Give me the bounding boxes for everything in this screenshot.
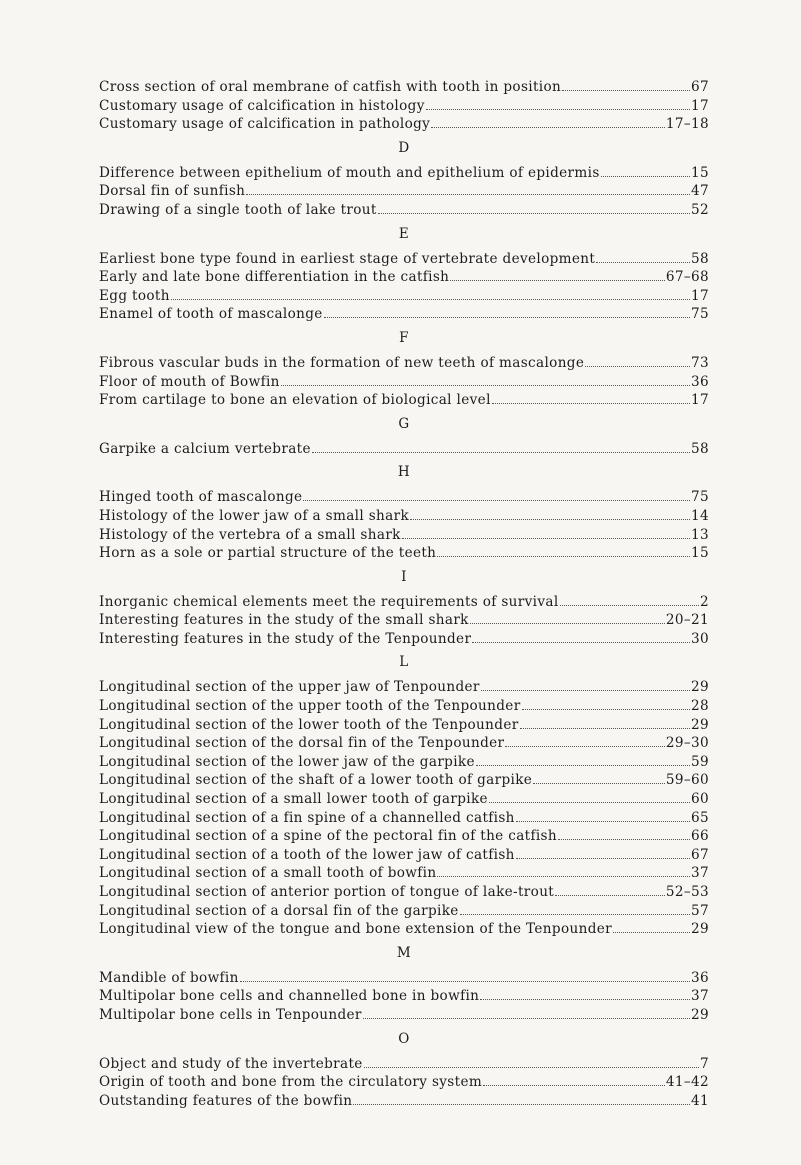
entry-page: 73 (691, 354, 709, 371)
entry-page: 67 (691, 79, 709, 95)
index-entry (99, 164, 709, 183)
entry-page: 41 (691, 1092, 709, 1109)
entry-page: 17 (691, 392, 709, 409)
entry-title: Enamel of tooth of mascalonge (99, 306, 323, 323)
entry-title: Mandible of bowfin (99, 969, 239, 986)
section-letter: E (398, 225, 410, 242)
index-section (99, 568, 709, 649)
entry-page: 59 (691, 753, 709, 770)
dot-leader (613, 932, 690, 933)
dot-leader (437, 876, 690, 877)
index-entry (99, 678, 709, 697)
entry-title: Difference between epithelium of mouth and epithelium of epidermis (99, 164, 600, 181)
dot-leader (460, 914, 690, 915)
entry-title: Longitudinal section of a small lower tooth of garpike (99, 791, 488, 808)
index-entry (99, 1092, 709, 1111)
index-entry (99, 1055, 709, 1074)
entry-page: 29 (691, 679, 709, 696)
dot-leader (505, 746, 664, 747)
index-entry (99, 630, 709, 649)
index-entry (99, 790, 709, 809)
entry-page: 7 (700, 1055, 709, 1072)
index-entry (99, 593, 709, 612)
entry-title: Histology of the lower jaw of a small shark (99, 507, 410, 524)
index-entry (99, 1073, 709, 1092)
entry-title: Dorsal fin of sunfish (99, 183, 246, 200)
index-entry (99, 809, 709, 828)
entry-title: Interesting features in the study of the Tenpounder (99, 630, 472, 647)
dot-leader (410, 519, 690, 520)
entry-page: 15 (691, 545, 709, 562)
entry-page: 29 (691, 1006, 709, 1023)
index-entry (99, 902, 709, 921)
index-entry (99, 864, 709, 883)
index-entry (99, 78, 709, 97)
entry-page: 30 (691, 630, 709, 647)
entry-title: Longitudinal section of a dorsal fin of the garpike (99, 902, 459, 919)
dot-leader (489, 802, 690, 803)
entry-title: Drawing of a single tooth of lake trout (99, 201, 377, 218)
entry-title: From cartilage to bone an elevation of biological level (99, 392, 491, 409)
dot-leader (402, 538, 690, 539)
index-entry (99, 987, 709, 1006)
entry-title: Longitudinal section of a tooth of the lower jaw of catfish (99, 846, 515, 863)
entry-page: 28 (691, 698, 709, 715)
index-entry (99, 920, 709, 939)
index-section (99, 463, 709, 562)
entry-title: Multipolar bone cells and channelled bone in bowfin (99, 988, 480, 1005)
entry-page: 37 (691, 988, 709, 1005)
entry-page: 36 (691, 373, 709, 390)
entry-page: 29–30 (665, 735, 709, 752)
dot-leader (516, 858, 690, 859)
entry-title: Histology of the vertebra of a small shark (99, 526, 401, 543)
index-entry (99, 697, 709, 716)
section-letter: L (399, 654, 409, 671)
dot-leader (555, 895, 665, 896)
index-entry (99, 201, 709, 220)
entry-title: Outstanding features of the bowfin (99, 1092, 353, 1109)
entry-title: Cross section of oral membrane of catfish with tooth in position (99, 79, 562, 95)
dot-leader (560, 605, 699, 606)
index-entry (99, 716, 709, 735)
dot-leader (516, 821, 690, 822)
dot-leader (562, 90, 690, 91)
section-letter: M (396, 944, 412, 961)
index-entry (99, 883, 709, 902)
entry-page: 65 (691, 809, 709, 826)
index-entry (99, 753, 709, 772)
index-section (99, 415, 709, 459)
dot-leader (426, 109, 690, 110)
entry-title: Longitudinal section of a fin spine of a channelled catfish (99, 809, 515, 826)
section-letter: O (398, 1030, 410, 1047)
dot-leader (364, 1067, 699, 1068)
dot-leader (601, 176, 690, 177)
dot-leader (240, 981, 690, 982)
entry-page: 67 (691, 846, 709, 863)
dot-leader (303, 500, 690, 501)
index-entry (99, 287, 709, 306)
entry-page: 36 (691, 969, 709, 986)
entry-page: 2 (700, 593, 709, 610)
entry-page: 17 (691, 287, 709, 304)
index-entry (99, 846, 709, 865)
index-section (99, 653, 709, 938)
dot-leader (558, 839, 690, 840)
entry-title: Longitudinal section of a spine of the pectoral fin of the catfish (99, 828, 557, 845)
entry-page: 58 (691, 250, 709, 267)
entry-page: 29 (691, 716, 709, 733)
entry-title: Inorganic chemical elements meet the requirements of survival (99, 593, 559, 610)
entry-title: Longitudinal section of the upper tooth of the Tenpounder (99, 698, 521, 715)
index-entry (99, 305, 709, 324)
index-entry (99, 969, 709, 988)
dot-leader (483, 1085, 665, 1086)
entry-page: 60 (691, 791, 709, 808)
index-entry (99, 544, 709, 563)
entry-title: Longitudinal section of the dorsal fin of the Tenpounder (99, 735, 505, 752)
dot-leader (378, 213, 690, 214)
entry-page: 66 (691, 828, 709, 845)
entry-title: Floor of mouth of Bowfin (99, 373, 280, 390)
index-section (99, 329, 709, 410)
index-section (99, 1030, 709, 1111)
section-letter: D (398, 139, 410, 156)
dot-leader (520, 728, 690, 729)
entry-page: 75 (691, 306, 709, 323)
entry-page: 37 (691, 865, 709, 882)
dot-leader (472, 642, 690, 643)
dot-leader (324, 317, 690, 318)
entry-title: Longitudinal section of anterior portion of tongue of lake-trout (99, 884, 555, 900)
entry-page: 58 (691, 440, 709, 457)
entry-page: 14 (691, 507, 709, 524)
index-entry (99, 611, 709, 630)
index-entry (99, 734, 709, 753)
dot-leader (437, 556, 690, 557)
index-entry (99, 373, 709, 392)
entry-title: Origin of tooth and bone from the circulatory system (99, 1074, 483, 1091)
dot-leader (246, 194, 690, 195)
entry-page: 52 (691, 201, 709, 218)
index-entry (99, 1006, 709, 1025)
index-entry (99, 268, 709, 287)
entry-page: 57 (691, 902, 709, 919)
entry-title: Object and study of the invertebrate (99, 1055, 363, 1072)
section-letter: I (401, 568, 407, 585)
dot-leader (353, 1104, 690, 1105)
entry-title: Garpike a calcium vertebrate (99, 440, 311, 457)
index-entry (99, 771, 709, 790)
dot-leader (312, 452, 690, 453)
index-entry (99, 526, 709, 545)
entry-title: Longitudinal section of the shaft of a lower tooth of garpike (99, 772, 533, 789)
dot-leader (281, 385, 690, 386)
section-letter: G (398, 415, 410, 432)
entry-title: Longitudinal section of the upper jaw of Tenpounder (99, 679, 480, 696)
entry-title: Hinged tooth of mascalonge (99, 489, 303, 506)
entry-title: Earliest bone type found in earliest stage of vertebrate development (99, 250, 596, 267)
index-entry (99, 354, 709, 373)
entry-page: 41–42 (665, 1074, 709, 1091)
entry-title: Longitudinal section of a small tooth of bowfin (99, 865, 437, 882)
index-page (99, 78, 709, 1110)
entry-title: Horn as a sole or partial structure of the teeth (99, 545, 437, 562)
entry-page: 29 (691, 921, 709, 938)
entry-page: 17 (691, 97, 709, 114)
dot-leader (171, 299, 690, 300)
index-entry (99, 507, 709, 526)
entry-page: 20–21 (665, 612, 709, 629)
entry-title: Interesting features in the study of the small shark (99, 612, 469, 629)
entry-page: 52–53 (665, 884, 709, 900)
entry-page: 75 (691, 489, 709, 506)
index-entry (99, 827, 709, 846)
index-section (99, 225, 709, 324)
entry-title: Longitudinal section of the lower tooth of the Tenpounder (99, 716, 519, 733)
dot-leader (481, 690, 690, 691)
entry-title: Multipolar bone cells in Tenpounder (99, 1006, 362, 1023)
index-entry (99, 250, 709, 269)
dot-leader (363, 1018, 690, 1019)
entry-title: Early and late bone differentiation in the catfish (99, 269, 450, 286)
entry-page: 17–18 (665, 116, 709, 133)
index-section (99, 944, 709, 1025)
dot-leader (476, 765, 690, 766)
entry-title: Longitudinal section of the lower jaw of the garpike (99, 753, 475, 770)
dot-leader (596, 262, 690, 263)
entry-title: Customary usage of calcification in histology (99, 97, 425, 114)
index-section (99, 139, 709, 220)
index-entry (99, 182, 709, 201)
dot-leader (585, 366, 690, 367)
index-entry (99, 97, 709, 116)
entry-page: 13 (691, 526, 709, 543)
dot-leader (470, 623, 665, 624)
entry-title: Fibrous vascular buds in the formation of new teeth of mascalonge (99, 354, 585, 371)
dot-leader (492, 403, 690, 404)
dot-leader (431, 127, 665, 128)
entry-page: 15 (691, 164, 709, 181)
dot-leader (480, 999, 690, 1000)
entry-title: Longitudinal view of the tongue and bone extension of the Tenpounder (99, 921, 613, 938)
index-entry (99, 488, 709, 507)
index-entry (99, 391, 709, 410)
dot-leader (533, 783, 665, 784)
entry-page: 67–68 (665, 269, 709, 286)
entry-title: Customary usage of calcification in pathology (99, 116, 431, 133)
entry-title: Egg tooth (99, 287, 170, 304)
index-entry (99, 440, 709, 459)
dot-leader (522, 709, 690, 710)
section-letter: H (397, 464, 411, 481)
index-section (99, 78, 709, 134)
index-entry (99, 115, 709, 134)
entry-page: 47 (691, 183, 709, 200)
dot-leader (450, 280, 665, 281)
entry-page: 59–60 (665, 772, 709, 789)
section-letter: F (399, 329, 409, 346)
